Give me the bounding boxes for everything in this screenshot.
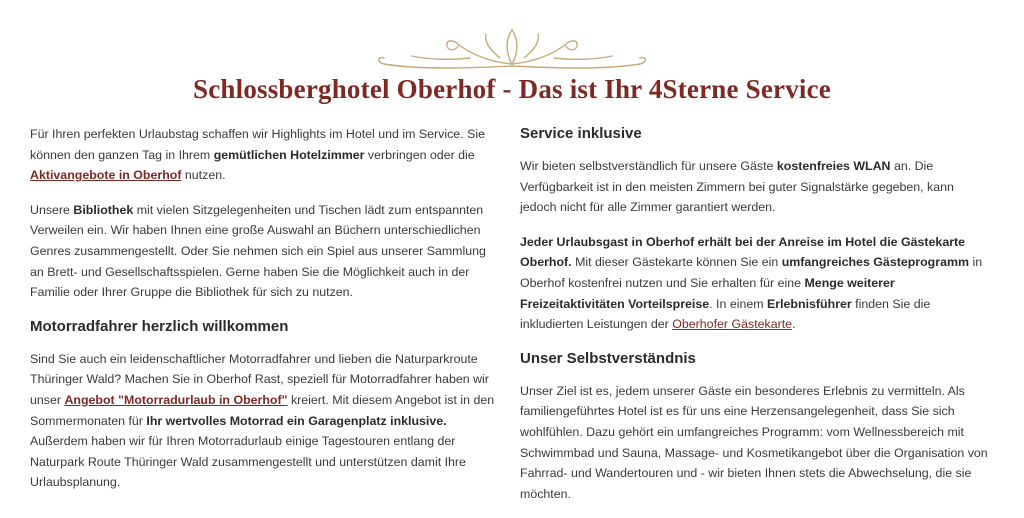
garage-highlight: Ihr wertvolles Motorrad ein Garagenplatz inklusive. xyxy=(146,413,447,428)
guest-card-link[interactable]: Oberhofer Gästekarte xyxy=(672,317,793,332)
guest-card-text: Mit dieser Gästekarte können Sie ein xyxy=(571,255,782,270)
leisure-highlight: Menge weiterer Freizeitaktivitäten Vorteilspreise xyxy=(520,275,895,311)
service-heading: Service inklusive xyxy=(520,125,642,142)
motorcycle-offer-link[interactable]: Angebot "Motorradurlaub in Oberhof" xyxy=(64,392,288,407)
activities-link[interactable]: Aktivangebote in Oberhof xyxy=(30,168,182,183)
page-title: Schlossberghotel Oberhof - Das ist Ihr 4Sterne Service xyxy=(193,74,831,104)
motorcycle-text: Sind Sie auch ein leidenschaftlicher Motorradfahrer und lieben die Naturparkroute Thüringer Wald? Machen Sie in Oberhof Rast, speziell für Motorradfahrer haben wir unser xyxy=(30,351,489,407)
intro-text: Für Ihren perfekten Urlaubstag schaffen wir Highlights im Hotel und im Service. Sie können den ganzen Tag in Ihrem xyxy=(30,127,485,162)
right-column xyxy=(520,124,992,518)
intro-text-3: nutzen. xyxy=(181,168,226,183)
guest-card-highlight: Jeder Urlaubsgast in Oberhof erhält bei der Anreise im Hotel die Gästekarte Oberhof. xyxy=(520,234,966,270)
library-highlight: Bibliothek xyxy=(73,202,134,217)
motorcycle-text-2: kreiert. Mit diesem Angebot ist in den Sommermonaten für xyxy=(30,392,495,428)
motorcycle-paragraph xyxy=(30,349,502,493)
guide-highlight: Erlebnisführer xyxy=(767,296,852,311)
intro-text-2: verbringen oder die xyxy=(364,147,475,162)
guest-card-text-5: . xyxy=(792,317,796,332)
self-understanding-heading: Unser Selbstverständnis xyxy=(520,349,696,367)
flourish-ornament-icon xyxy=(0,24,1024,72)
motorcycle-heading: Motorradfahrer herzlich willkommen xyxy=(30,317,289,335)
guest-card-paragraph xyxy=(520,232,992,335)
guest-card-text-3: . In einem xyxy=(709,296,768,311)
wlan-highlight: kostenfreies WLAN xyxy=(776,159,891,173)
library-paragraph xyxy=(30,200,502,303)
wlan-text: Wir bieten selbstverständlich für unsere Gäste xyxy=(520,159,777,173)
intro-paragraph xyxy=(30,124,502,186)
hotel-rooms-highlight: gemütlichen Hotelzimmer xyxy=(213,147,365,162)
library-text: Unsere xyxy=(30,202,74,217)
left-column xyxy=(30,124,502,507)
self-understanding-paragraph: Unser Ziel ist es, jedem unserer Gäste ein besonderes Erlebnis zu vermitteln. Als familiengeführtes Hotel ist es für uns eine Herzensangelegenheit, dass Sie sich wohlfühlen. Dazu gehört ein umfangreiches Programm: vom Wellnessbereich mit Schwimmbad und Sauna, Massage- und Kosmetikangebot über die Organisation von Fahrrad- und Wandertouren und - wir bieten Ihnen stets die Abwechselung, die sie möchten. xyxy=(520,383,988,501)
library-text-2: mit vielen Sitzgelegenheiten und Tischen lädt zum entspannten Verweilen ein. Wir haben Ihnen eine große Auswahl an Büchern unterschiedlichen Genres zusammengestellt. Oder Sie nehmen sich ein Spiel aus unserer Sammlung an Brett- und Gesellschaftsspielen. Gerne haben Sie die Möglichkeit auch in der Familie oder Ihrer Gruppe die Bibliothek für sich zu nutzen. xyxy=(30,202,486,300)
wlan-text-2: an. Die Verfügbarkeit ist in den meisten Zimmern bei guter Signalstärke gegeben, kann jedoch nicht für alle Zimmer garantiert werden. xyxy=(520,159,954,215)
motorcycle-text-3: Außerdem haben wir für Ihren Motorradurlaub einige Tagestouren entlang der Naturpark Route Thüringer Wald zusammengestellt und unterstützen damit Ihre Urlaubsplanung. xyxy=(30,434,466,490)
guest-card-text-2: in Oberhof kostenfrei nutzen und Sie erhalten für eine xyxy=(520,255,983,290)
guest-card-text-4: finden Sie die inkludierten Leistungen der xyxy=(520,296,931,332)
guest-program-highlight: umfangreiches Gästeprogramm xyxy=(781,255,969,270)
wlan-paragraph xyxy=(520,156,992,218)
